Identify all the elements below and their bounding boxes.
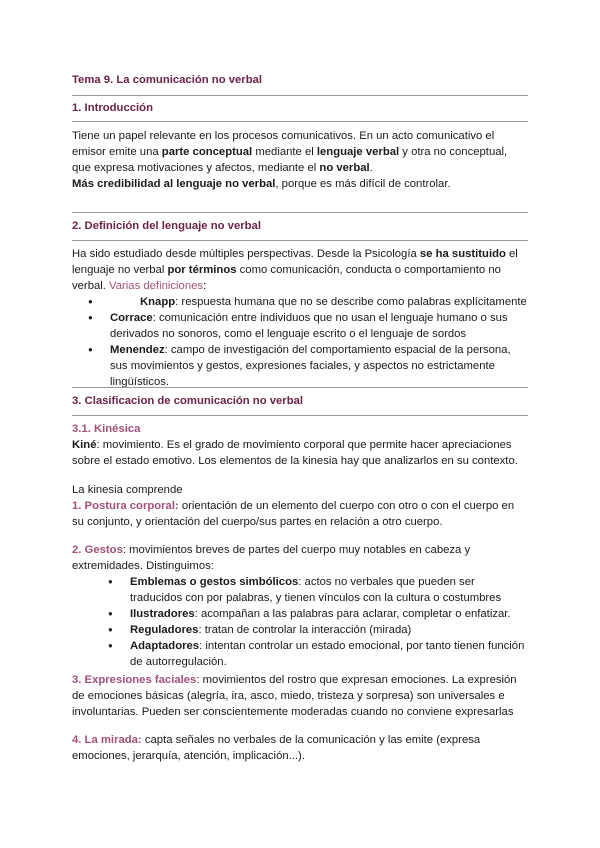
divider — [72, 95, 528, 96]
gestos-list — [72, 574, 528, 670]
list-item: ● Corrace: comunicación entre individuos que no usan el lenguaje humano o sus derivados no sonoros, como el lenguaje escrito o el lenguaje de sordos — [72, 310, 528, 342]
divider — [72, 240, 528, 241]
list-item: ● Menendez: campo de investigación del comportamiento espacial de la persona, sus movimientos y gestos, expresiones faciales, y aspectos no estrictamente lingüísticos. — [72, 342, 528, 390]
section-1-body — [72, 128, 528, 192]
gestos-block — [72, 542, 528, 670]
expresiones-block — [72, 672, 528, 720]
kinesia-comprende: La kinesia comprende — [72, 484, 183, 496]
section-2-body — [72, 246, 528, 390]
list-item: ● Reguladores: tratan de controlar la interacción (mirada) — [72, 622, 528, 638]
list-item: ● Ilustradores: acompañan a las palabras para aclarar, completar o enfatizar. — [72, 606, 528, 622]
section-2-heading: 2. Definición del lenguaje no verbal — [72, 220, 261, 232]
gestos-paragraph: 2. Gestos: movimientos breves de partes del cuerpo muy notables en cabeza y extremidades. Distinguimos: — [72, 544, 471, 572]
kinesica-block — [72, 421, 528, 469]
divider — [72, 212, 528, 213]
intro-paragraph: Tiene un papel relevante en los procesos comunicativos. En un acto comunicativo el emisor emite una parte conceptual mediante el lenguaje verbal y otra no conceptual, que expresa motivaciones y afectos, mediante el no verbal. — [72, 130, 508, 174]
document-title-block — [72, 72, 528, 88]
credibility-paragraph: Más credibilidad al lenguaje no verbal, porque es más difícil de controlar. — [72, 178, 451, 190]
list-item: ● Emblemas o gestos simbólicos: actos no verbales que pueden ser traducidos con por palabras, y tienen vínculos con la cultura o costumbres — [72, 574, 528, 606]
divider — [72, 387, 528, 388]
mirada-paragraph: 4. La mirada: capta señales no verbales de la comunicación y las emite (expresa emociones, jerarquía, atención, implicación...). — [72, 734, 481, 762]
divider — [72, 121, 528, 122]
divider — [72, 415, 528, 416]
postura-paragraph: 1. Postura corporal: orientación de un elemento del cuerpo con otro o con el cuerpo en su conjunto, y orientación del cuerpo/sus partes en relación a otro cuerpo. — [72, 500, 515, 528]
expresiones-paragraph: 3. Expresiones faciales: movimientos del rostro que expresan emociones. La expresión de emociones básicas (alegría, ira, asco, miedo, tristeza y sorpresa) son universales e involuntarias. Pueden ser conscientemente moderadas cuando no conviene expresarlas — [72, 674, 517, 718]
section-1-heading: 1. Introducción — [72, 102, 153, 114]
section-3-heading-block — [72, 393, 528, 409]
section-1-heading-block — [72, 100, 528, 116]
list-item: ● Knapp: respuesta humana que no se describe como palabras explícitamente — [72, 294, 528, 310]
list-item: ● Adaptadores: intentan controlar un estado emocional, por tanto tienen función de autorregulación. — [72, 638, 528, 670]
document-title: Tema 9. La comunicación no verbal — [72, 74, 263, 86]
section-3-heading: 3. Clasificacion de comunicación no verbal — [72, 395, 304, 407]
kine-paragraph: Kiné: movimiento. Es el grado de movimiento corporal que permite hacer apreciaciones sobre el estado emotivo. Los elementos de la kinesia hay que analizarlos en su contexto. — [72, 439, 518, 467]
postura-block — [72, 482, 528, 530]
mirada-block — [72, 732, 528, 764]
section-2-heading-block — [72, 218, 528, 234]
definition-paragraph: Ha sido estudiado desde múltiples perspectivas. Desde la Psicología se ha sustituido el lenguaje no verbal por términos como comunicación, conducta o comportamiento no verbal. Varias definiciones: — [72, 248, 518, 292]
definitions-list — [72, 294, 528, 390]
kinesica-subheading: 3.1. Kinésica — [72, 423, 141, 435]
